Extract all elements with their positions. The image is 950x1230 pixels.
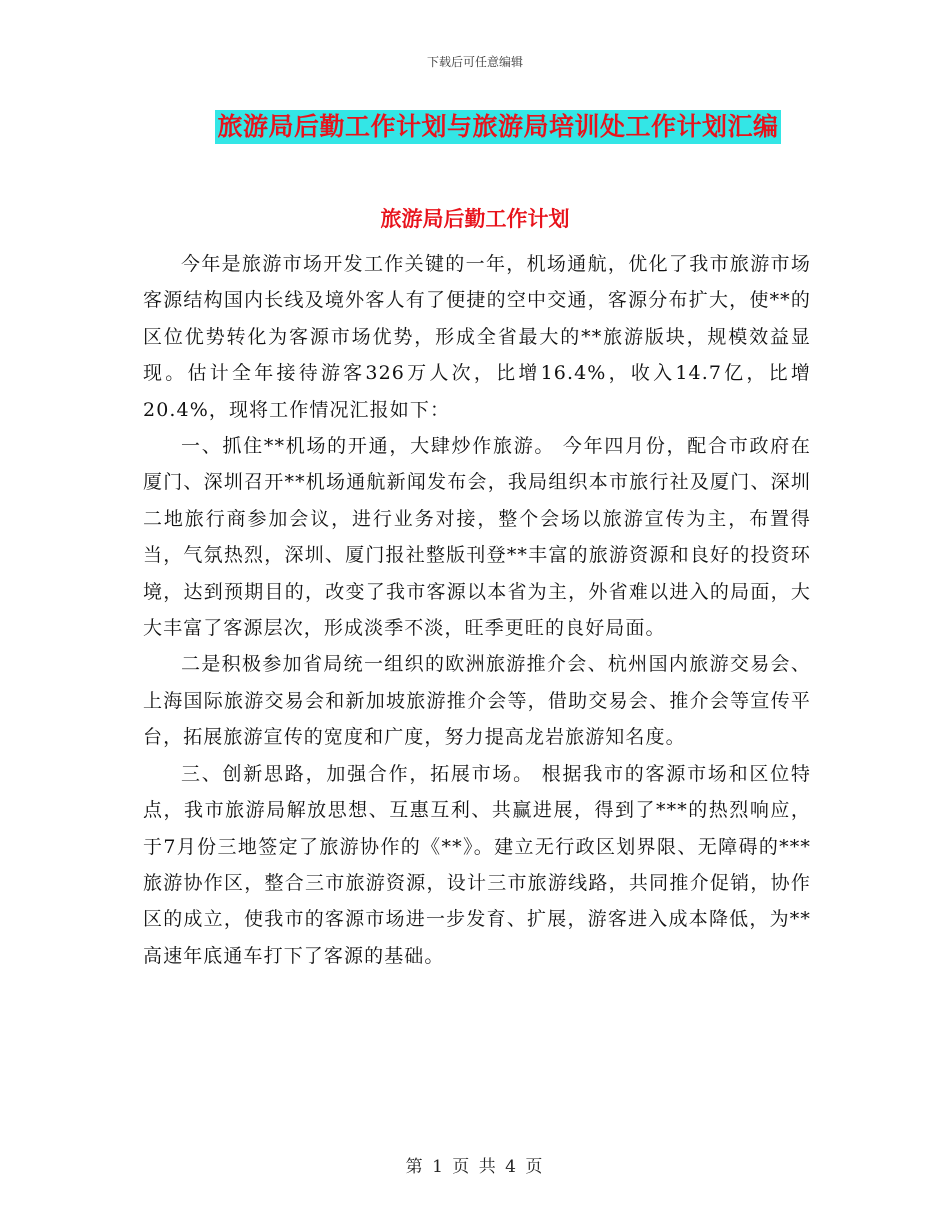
paragraph-1: 今年是旅游市场开发工作关键的一年，机场通航，优化了我市旅游市场客源结构国内长线及境外客人有了便捷的空中交通，客源分布扩大，使**的区位优势转化为客源市场优势，形成全省最大的**旅游版块，规模效益显现。估计全年接待游客326万人次，比增16.4%，收入14.7亿，比增20.4%，现将工作情况汇报如下：: [143, 253, 811, 421]
paragraph-4: 三、创新思路，加强合作，拓展市场。 根据我市的客源市场和区位特点，我市旅游局解放思想、互惠互利、共赢进展，得到了***的热烈响应，于7月份三地签定了旅游协作的《**》。建立无行政区划界限、无障碍的***旅游协作区，整合三市旅游资源，设计三市旅游线路，共同推介促销，协作区的成立，使我市的客源市场进一步发育、扩展，游客进入成本降低，为**高速年底通车打下了客源的基础。: [143, 762, 811, 967]
section-title: 旅游局后勤工作计划: [380, 207, 570, 231]
page-indicator: 第 1 页 共 4 页: [405, 1157, 545, 1177]
header-note: 下载后可任意编辑: [426, 55, 523, 69]
paragraph-3: 二是积极参加省局统一组织的欧洲旅游推介会、杭州国内旅游交易会、上海国际旅游交易会和新加坡旅游推介会等，借助交易会、推介会等宣传平台，拓展旅游宣传的宽度和广度，努力提高龙岩旅游知名度。: [143, 653, 811, 749]
document-body: [143, 246, 811, 974]
document-title-container: [0, 110, 950, 144]
paragraph-2: 一、抓住**机场的开通，大肆炒作旅游。 今年四月份，配合市政府在厦门、深圳召开**机场通航新闻发布会，我局组织本市旅行社及厦门、深圳二地旅行商参加会议，进行业务对接，整个会场以旅游宣传为主，布置得当，气氛热烈，深圳、厦门报社整版刊登**丰富的旅游资源和良好的投资环境，达到预期目的，改变了我市客源以本省为主，外省难以进入的局面，大大丰富了客源层次，形成淡季不淡，旺季更旺的良好局面。: [143, 435, 811, 640]
document-title: 旅游局后勤工作计划与旅游局培训处工作计划汇编: [215, 110, 780, 144]
